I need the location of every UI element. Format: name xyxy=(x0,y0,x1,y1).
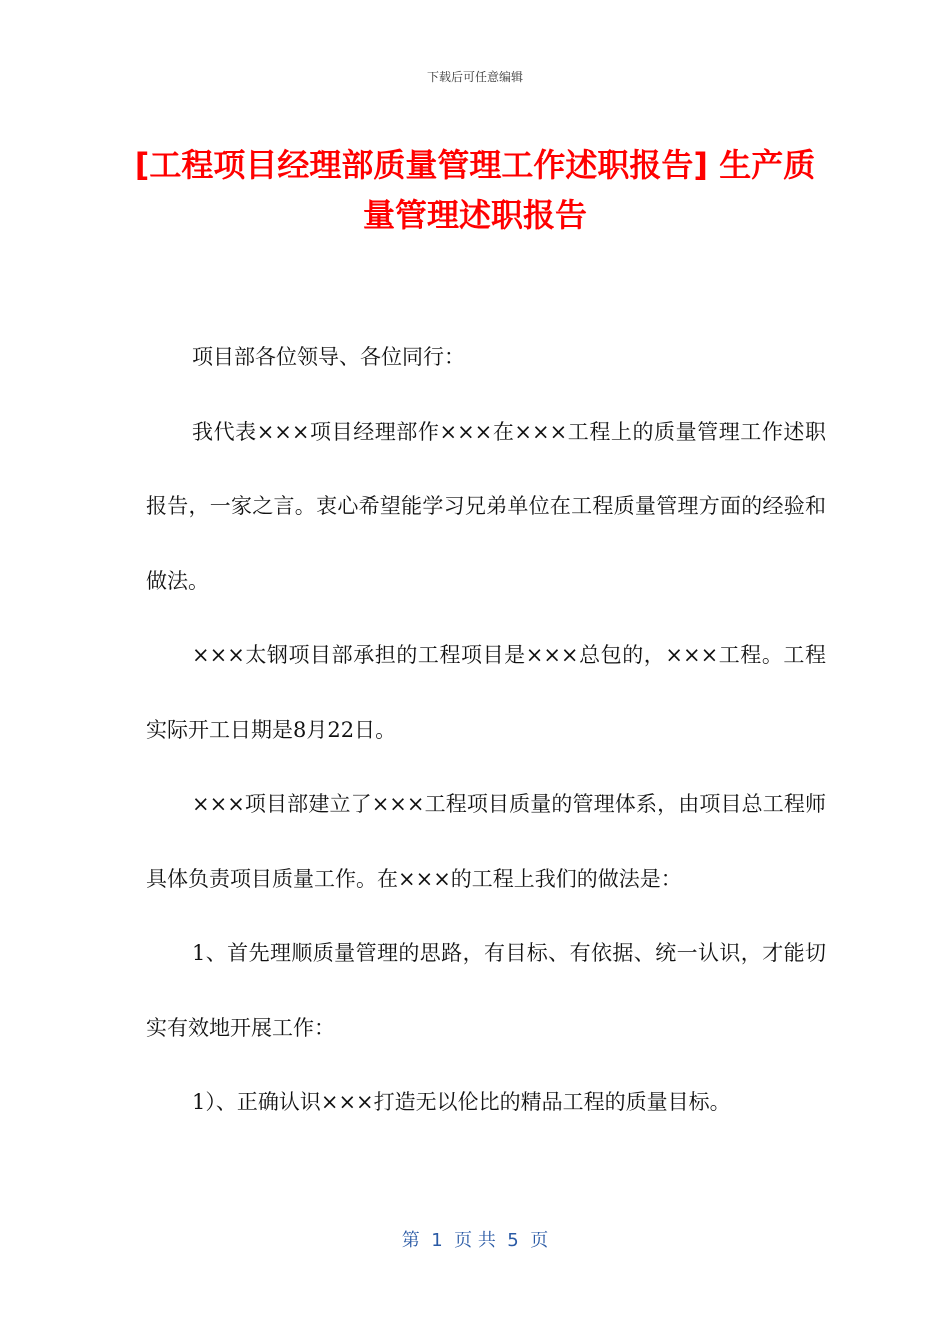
paragraph-salutation: 项目部各位领导、各位同行： xyxy=(192,345,465,369)
paragraph-intro: 我代表×××项目经理部作×××在×××工程上的质量管理工作述职报告，一家之言。衷心希望能学习兄弟单位在工程质量管理方面的经验和做法。 xyxy=(146,419,826,593)
page-number-footer: 第 1 页 共 5 页 xyxy=(401,1230,549,1251)
document-body xyxy=(146,320,826,1140)
paragraph-system: ×××项目部建立了×××工程项目质量的管理体系，由项目总工程师具体负责项目质量工作。在×××的工程上我们的做法是： xyxy=(146,792,826,891)
header-note: 下载后可任意编辑 xyxy=(426,70,523,84)
paragraph-point-1: 1、首先理顺质量管理的思路，有目标、有依据、统一认识，才能切实有效地开展工作： xyxy=(146,941,826,1040)
paragraph-point-1-1: 1）、正确认识×××打造无以伦比的精品工程的质量目标。 xyxy=(192,1090,731,1114)
document-title: [工程项目经理部质量管理工作述职报告] 生产质量管理述职报告 xyxy=(134,146,816,234)
paragraph-project: ×××太钢项目部承担的工程项目是×××总包的，×××工程。工程实际开工日期是8月22日。 xyxy=(146,643,826,742)
